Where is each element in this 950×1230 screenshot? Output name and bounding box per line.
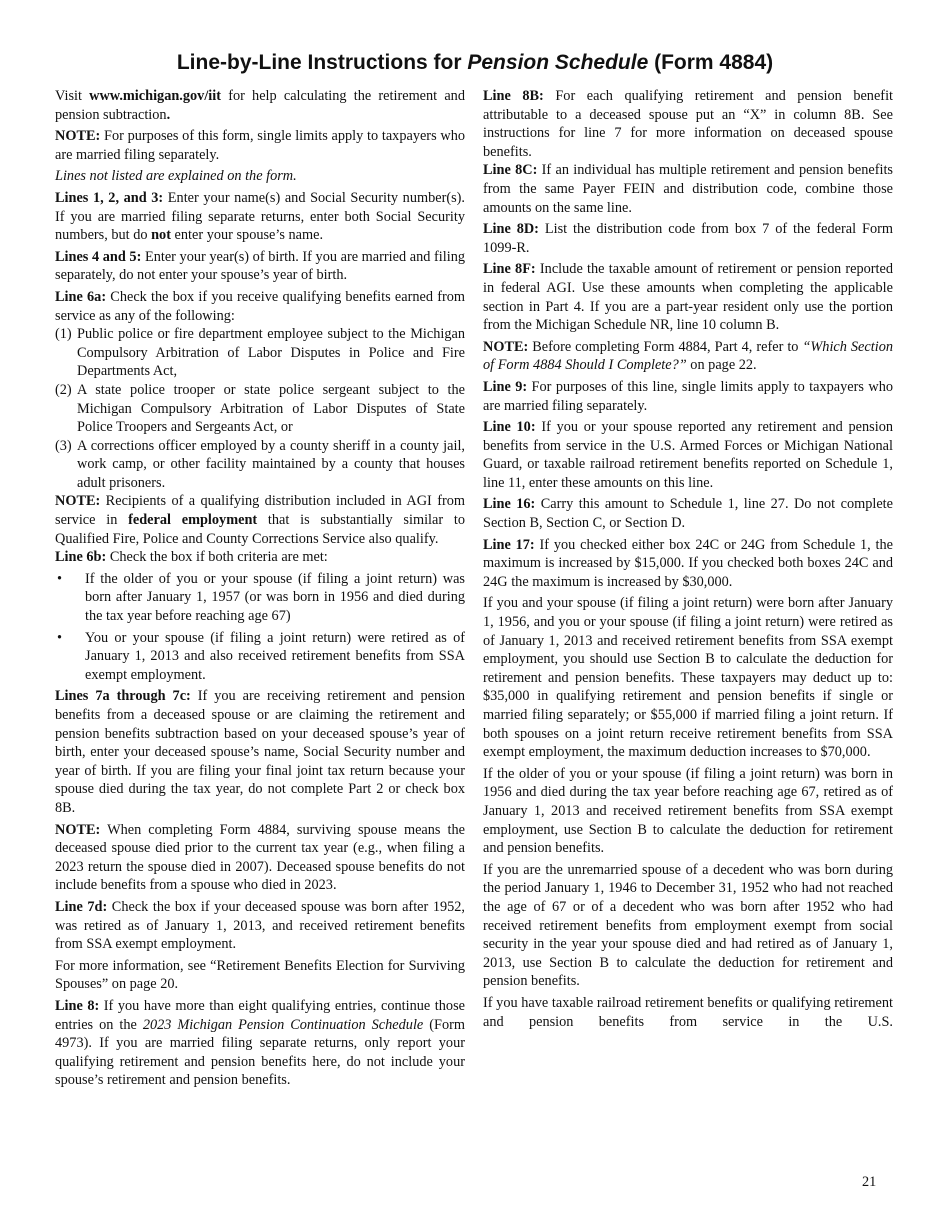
bullet-icon: • (57, 570, 63, 587)
bullet-text: You or your spouse (if filing a joint return) were retired as of January 1, 2013 and also received retirement benefits from SSA exempt employment. (85, 629, 465, 683)
line-text: For each qualifying retirement and pension benefit attributable to a deceased spouse put an “X” in column 8B. See instructions for line 7 for more information on deceased spouse benefits. (483, 88, 894, 160)
note-text: Before completing Form 4884, Part 4, refer to (528, 338, 803, 355)
line-17 (483, 536, 893, 592)
list-text: Public police or fire department employee subject to the Michigan Compulsory Arbitration of Labor Disputes in Police and Fire Departments Act, (77, 326, 465, 380)
line-text: Enter your name(s) and Social Security number(s). If you are married filing separate returns, enter both Social Security numbers, but do (55, 189, 465, 244)
note-surviving-spouse (55, 821, 465, 895)
older-spouse-paragraph: If the older of you or your spouse (if filing a joint return) was born in 1956 and died during the tax year before reaching age 67, retired as of January 1, 2013 and received retirement benefits from SSA exempt employment, use Section B to calculate the deduction for retirement and pension benefits. (483, 765, 893, 857)
continuation-schedule-title: 2023 Michigan Pension Continuation Schedule (142, 1016, 424, 1033)
list-number: (2) (55, 381, 72, 398)
list-number: (1) (55, 326, 72, 343)
bullet-item (55, 570, 465, 626)
page-title (0, 50, 950, 76)
line-text: If you checked either box 24C or 24G from Schedule 1, the maximum is increased by $15,000. If you checked both boxes 24C and 24G the maximum is increased by $30,000. (483, 536, 893, 590)
right-column (483, 87, 893, 1034)
note-federal-employment (55, 492, 465, 548)
line-6a-list (55, 325, 465, 492)
title-form-name: Pension Schedule (467, 51, 649, 74)
line-7d (55, 898, 465, 954)
line-label: Line 9: (483, 378, 528, 395)
line-8c (483, 161, 893, 217)
line-text: List the distribution code from box 7 of the federal Form 1099-R. (483, 221, 893, 256)
line-text: Enter your year(s) of birth. If you are married and filing separately, do not enter your spouse’s year of birth. (55, 248, 465, 284)
note-label: NOTE: (55, 128, 101, 145)
note-label: NOTE: (483, 338, 529, 355)
line-label: Line 16: (483, 496, 536, 513)
visit-text: Visit (55, 88, 90, 104)
list-text: A state police trooper or state police sergeant subject to the Michigan Compulsory Arbitration of Labor Disputes of State Police Troopers and Sergeants Act, or (77, 381, 465, 436)
line-label: Line 6a: (55, 288, 107, 305)
line-label: Lines 1, 2, and 3: (55, 189, 164, 206)
line-label: Lines 4 and 5: (55, 248, 142, 265)
line-8 (55, 997, 465, 1090)
note-text-cont: that is substantially similar to Qualified Fire, Police and County Corrections Service also qualify. (55, 512, 465, 547)
note-single-limits (55, 127, 465, 164)
lines-7a-7c (55, 687, 465, 817)
title-text: Line-by-Line Instructions for (176, 51, 468, 74)
list-number: (3) (55, 437, 72, 454)
lines-1-2-3 (55, 189, 465, 245)
line-8f (483, 260, 893, 334)
lines-not-listed (55, 167, 465, 186)
line-text: Check the box if both criteria are met: (106, 549, 328, 566)
list-text: A corrections officer employed by a county sheriff in a county jail, work camp, or other facility maintained by a county that houses adult prisoners. (77, 437, 465, 491)
line-label: Line 8D: (483, 221, 539, 238)
line-6a (55, 288, 465, 325)
line-text: Include the taxable amount of retirement or pension reported in federal AGI. Use these amounts when completing the applicable section in Part 4. If you are a part-year resident only use the portion from the Michigan Schedule NR, line 10 column B. (483, 261, 893, 334)
line-text-cont: enter your spouse’s name. (170, 227, 324, 244)
period: . (166, 106, 171, 123)
unremarried-spouse-paragraph: If you are the unremarried spouse of a decedent who was born during the period January 1, 1946 to December 31, 1952 who had not reached the age of 67 or of a decedent who was born after 1952 who had received retirement benefits from employment exempt from social security in the year your spouse died and had retired as of January 1, 2013, use Section B to calculate the deduction for retirement and pension benefits. (483, 861, 893, 990)
note-which-section (483, 338, 893, 375)
line-label: Line 8C: (483, 162, 538, 179)
page-number: 21 (862, 1174, 877, 1190)
line-label: Line 17: (483, 536, 535, 553)
note-text-cont: on page 22. (686, 357, 757, 374)
note-text: Recipients of a qualifying distribution included in AGI from service in (55, 493, 465, 529)
emphasis-not: not (151, 227, 171, 244)
line-text: Check the box if you receive qualifying benefits earned from service as any of the following: (55, 288, 465, 324)
left-column (55, 87, 465, 1093)
line-label: Line 8: (55, 997, 100, 1014)
line-label: Line 8B: (483, 88, 544, 104)
note-text: When completing Form 4884, surviving spouse means the deceased spouse died prior to the current tax year (e.g., when filing a 2023 return the spouse died in 2007). Deceased spouse benefits do not include benefits from a spouse who died in 2023. (55, 821, 465, 894)
line-text: Check the box if your deceased spouse was born after 1952, was retired as of January 1, 2013, and received retirement benefits from SSA exempt employment. (55, 898, 465, 953)
line-10 (483, 418, 893, 492)
line-text: If you have more than eight qualifying entries, continue those entries on the (55, 997, 465, 1033)
line-label: Line 8F: (483, 261, 536, 278)
line-text: Carry this amount to Schedule 1, line 27. Do not complete Section B, Section C, or Section D. (483, 496, 894, 532)
federal-employment-bold: federal employment (128, 512, 258, 529)
line-label: Lines 7a through 7c: (55, 688, 191, 705)
lines-not-listed-text: Lines not listed are explained on the form. (55, 168, 297, 185)
bullet-text: If the older of you or your spouse (if filing a joint return) was born after January 1, 1957 (or was born in 1956 and died during the tax year before reaching age 67) (85, 570, 465, 625)
line-text-cont: (Form 4973). If you are married filing separate returns, only report your qualifying retirement and pension benefits here, do not include your spouse’s retirement and pension benefits. (55, 1016, 465, 1089)
visit-paragraph (55, 87, 465, 124)
line-label: Line 10: (483, 419, 536, 436)
line-text: If an individual has multiple retirement and pension benefits from the same Payer FEIN and distribution code, combine those amounts on the same line. (483, 162, 893, 216)
note-text: For purposes of this form, single limits apply to taxpayers who are married filing separately. (55, 128, 465, 163)
note-label: NOTE: (55, 821, 101, 838)
website-link[interactable]: www.michigan.gov/iit (89, 88, 221, 104)
visit-text-cont: for help calculating the retirement and pension subtraction (55, 88, 465, 123)
title-form-number: (Form 4884) (648, 51, 774, 74)
line-6b (55, 548, 465, 567)
born-after-1956-paragraph: If you and your spouse (if filing a joint return) were born after January 1, 1956, and you or your spouse (if filing a joint return) were retired as of January 1, 2013 and received retirement benefits from SSA exempt employment, you should use Section B to calculate the deduction for retirement and pension benefits. These taxpayers may deduct up to: $35,000 in qualifying retirement and pension benefits if single or married filing separately; or $55,000 if married filing a joint return. If both spouses on a joint return receive retirement benefits from SSA exempt employment, the maximum deduction increases to $70,000. (483, 595, 893, 761)
line-text: If you are receiving retirement and pension benefits from a deceased spouse or are claiming the retirement and pension benefits subtraction based on your deceased spouse’s year of birth, enter your deceased spouse’s name, Social Security number and year of birth. If you are filing your final joint tax return because your spouse died during the tax year, do not complete Part 2 or check box 8B. (55, 688, 465, 816)
line-label: Line 7d: (55, 898, 108, 915)
line-8b (483, 87, 893, 161)
line-text: If you or your spouse reported any retirement and pension benefits from service in the U.S. Armed Forces or Michigan National Guard, or taxable railroad retirement benefits reported on Schedule 1, line 11, enter these amounts on this line. (483, 419, 893, 491)
list-item (55, 325, 465, 381)
note-label: NOTE: (55, 493, 101, 510)
line-16 (483, 495, 893, 532)
which-section-reference: “Which Section of Form 4884 Should I Complete?” (483, 338, 893, 374)
bullet-icon: • (57, 629, 63, 646)
line-text: For purposes of this line, single limits apply to taxpayers who are married filing separately. (483, 378, 893, 414)
list-item (55, 437, 465, 493)
lines-4-5 (55, 248, 465, 285)
line-8d (483, 220, 893, 257)
line-6b-bullets (55, 570, 465, 685)
bullet-item (55, 629, 465, 685)
railroad-paragraph: If you have taxable railroad retirement benefits or qualifying retirement and pension benefits from service in the U.S. (483, 994, 893, 1030)
more-info: For more information, see “Retirement Benefits Election for Surviving Spouses” on page 20. (55, 957, 465, 993)
list-item (55, 381, 465, 437)
line-label: Line 6b: (55, 549, 107, 566)
line-9 (483, 378, 893, 415)
